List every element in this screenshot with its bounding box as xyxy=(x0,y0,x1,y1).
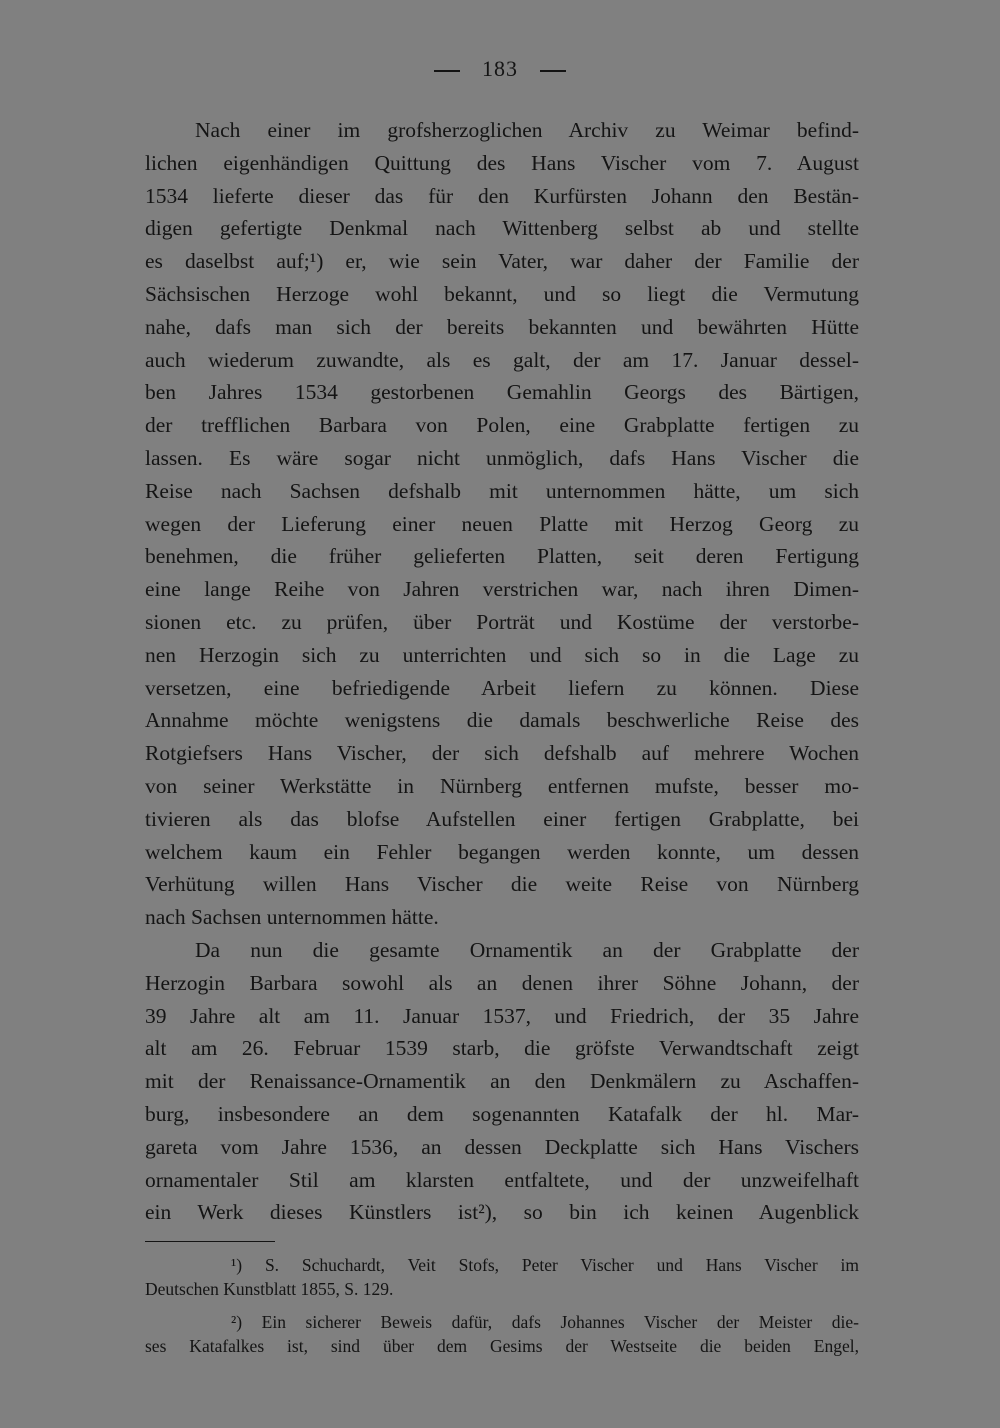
text-line: der trefflichen Barbara von Polen, eine Grabplatte fertigen zu xyxy=(145,413,859,438)
text-line: wegen der Lieferung einer neuen Platte mit Herzog Georg zu xyxy=(145,511,859,536)
text-line: gareta vom Jahre 1536, an dessen Deckplatte sich Hans Vischers xyxy=(145,1134,859,1159)
text-line: auch wiederum zuwandte, als es galt, der am 17. Januar dessel- xyxy=(145,347,859,372)
text-line: Reise nach Sachsen defshalb mit unternommen hätte, um sich xyxy=(145,478,859,503)
text-line: Nach einer im grofsherzoglichen Archiv zu Weimar befind- xyxy=(195,118,859,142)
footnote-line: ses Katafalkes ist, sind über dem Gesims der Westseite die beiden Engel, xyxy=(145,1335,859,1356)
footnotes xyxy=(145,1254,859,1358)
text-line: ben Jahres 1534 gestorbenen Gemahlin Georgs des Bärtigen, xyxy=(145,380,859,405)
main-text xyxy=(145,114,859,1229)
text-line: sionen etc. zu prüfen, über Porträt und Kostüme der verstorbe- xyxy=(145,609,859,634)
text-line: 39 Jahre alt am 11. Januar 1537, und Friedrich, der 35 Jahre xyxy=(145,1003,859,1028)
page-header xyxy=(0,53,1000,85)
text-line: ornamentaler Stil am klarsten entfaltete, und der unzweifelhaft xyxy=(145,1167,859,1192)
text-line: mit der Renaissance-Ornamentik an den Denkmälern zu Aschaffen- xyxy=(145,1069,859,1094)
text-line: alt am 26. Februar 1539 starb, die gröfste Verwandtschaft zeigt xyxy=(145,1036,859,1061)
text-line: Rotgiefsers Hans Vischer, der sich defshalb auf mehrere Wochen xyxy=(145,741,859,766)
text-line: tivieren als das blofse Aufstellen einer fertigen Grabplatte, bei xyxy=(145,806,859,831)
text-line: digen gefertigte Denkmal nach Wittenberg selbst ab und stellte xyxy=(145,216,859,241)
text-line: Sächsischen Herzoge wohl bekannt, und so liegt die Vermutung xyxy=(145,281,859,306)
header-dash-left xyxy=(434,70,460,72)
header-dash-right xyxy=(540,70,566,72)
text-line: Verhütung willen Hans Vischer die weite Reise von Nürnberg xyxy=(145,872,859,897)
text-line: burg, insbesondere an dem sogenannten Katafalk der hl. Mar- xyxy=(145,1101,859,1126)
text-line: 1534 lieferte dieser das für den Kurfürsten Johann den Bestän- xyxy=(145,183,859,208)
footnote-1 xyxy=(145,1254,859,1301)
text-line: lichen eigenhändigen Quittung des Hans Vischer vom 7. August xyxy=(145,150,859,175)
footnote-line: ¹) S. Schuchardt, Veit Stofs, Peter Vischer und Hans Vischer im xyxy=(231,1255,859,1275)
text-line: lassen. Es wäre sogar nicht unmöglich, dafs Hans Vischer die xyxy=(145,445,859,470)
text-line: Annahme möchte wenigstens die damals beschwerliche Reise des xyxy=(145,708,859,733)
text-line: nen Herzogin sich zu unterrichten und sich so in die Lage zu xyxy=(145,642,859,667)
text-line: es daselbst auf;¹) er, wie sein Vater, war daher der Familie der xyxy=(145,249,859,274)
paragraph-2 xyxy=(145,934,859,1229)
text-line: nahe, dafs man sich der bereits bekannten und bewährten Hütte xyxy=(145,314,859,339)
text-line: benehmen, die früher gelieferten Platten, seit deren Fertigung xyxy=(145,544,859,569)
footnote-separator xyxy=(145,1241,275,1242)
footnote-line: ²) Ein sicherer Beweis dafür, dafs Johannes Vischer der Meister die- xyxy=(231,1312,859,1332)
paragraph-1 xyxy=(145,114,859,934)
text-line: eine lange Reihe von Jahren verstrichen war, nach ihren Dimen- xyxy=(145,577,859,602)
text-line: Da nun die gesamte Ornamentik an der Grabplatte der xyxy=(195,937,859,962)
text-line: Herzogin Barbara sowohl als an denen ihrer Söhne Johann, der xyxy=(145,970,859,995)
footnote-line: Deutschen Kunstblatt 1855, S. 129. xyxy=(145,1278,394,1299)
text-line: ein Werk dieses Künstlers ist²), so bin ich keinen Augenblick xyxy=(145,1200,859,1225)
text-line: von seiner Werkstätte in Nürnberg entfernen mufste, besser mo- xyxy=(145,773,859,798)
text-line: versetzen, eine befriedigende Arbeit liefern zu können. Diese xyxy=(145,675,859,700)
page-number: 183 xyxy=(482,56,518,81)
text-line: nach Sachsen unternommen hätte. xyxy=(145,905,439,930)
text-line: welchem kaum ein Fehler begangen werden konnte, um dessen xyxy=(145,839,859,864)
footnote-2 xyxy=(145,1311,859,1358)
